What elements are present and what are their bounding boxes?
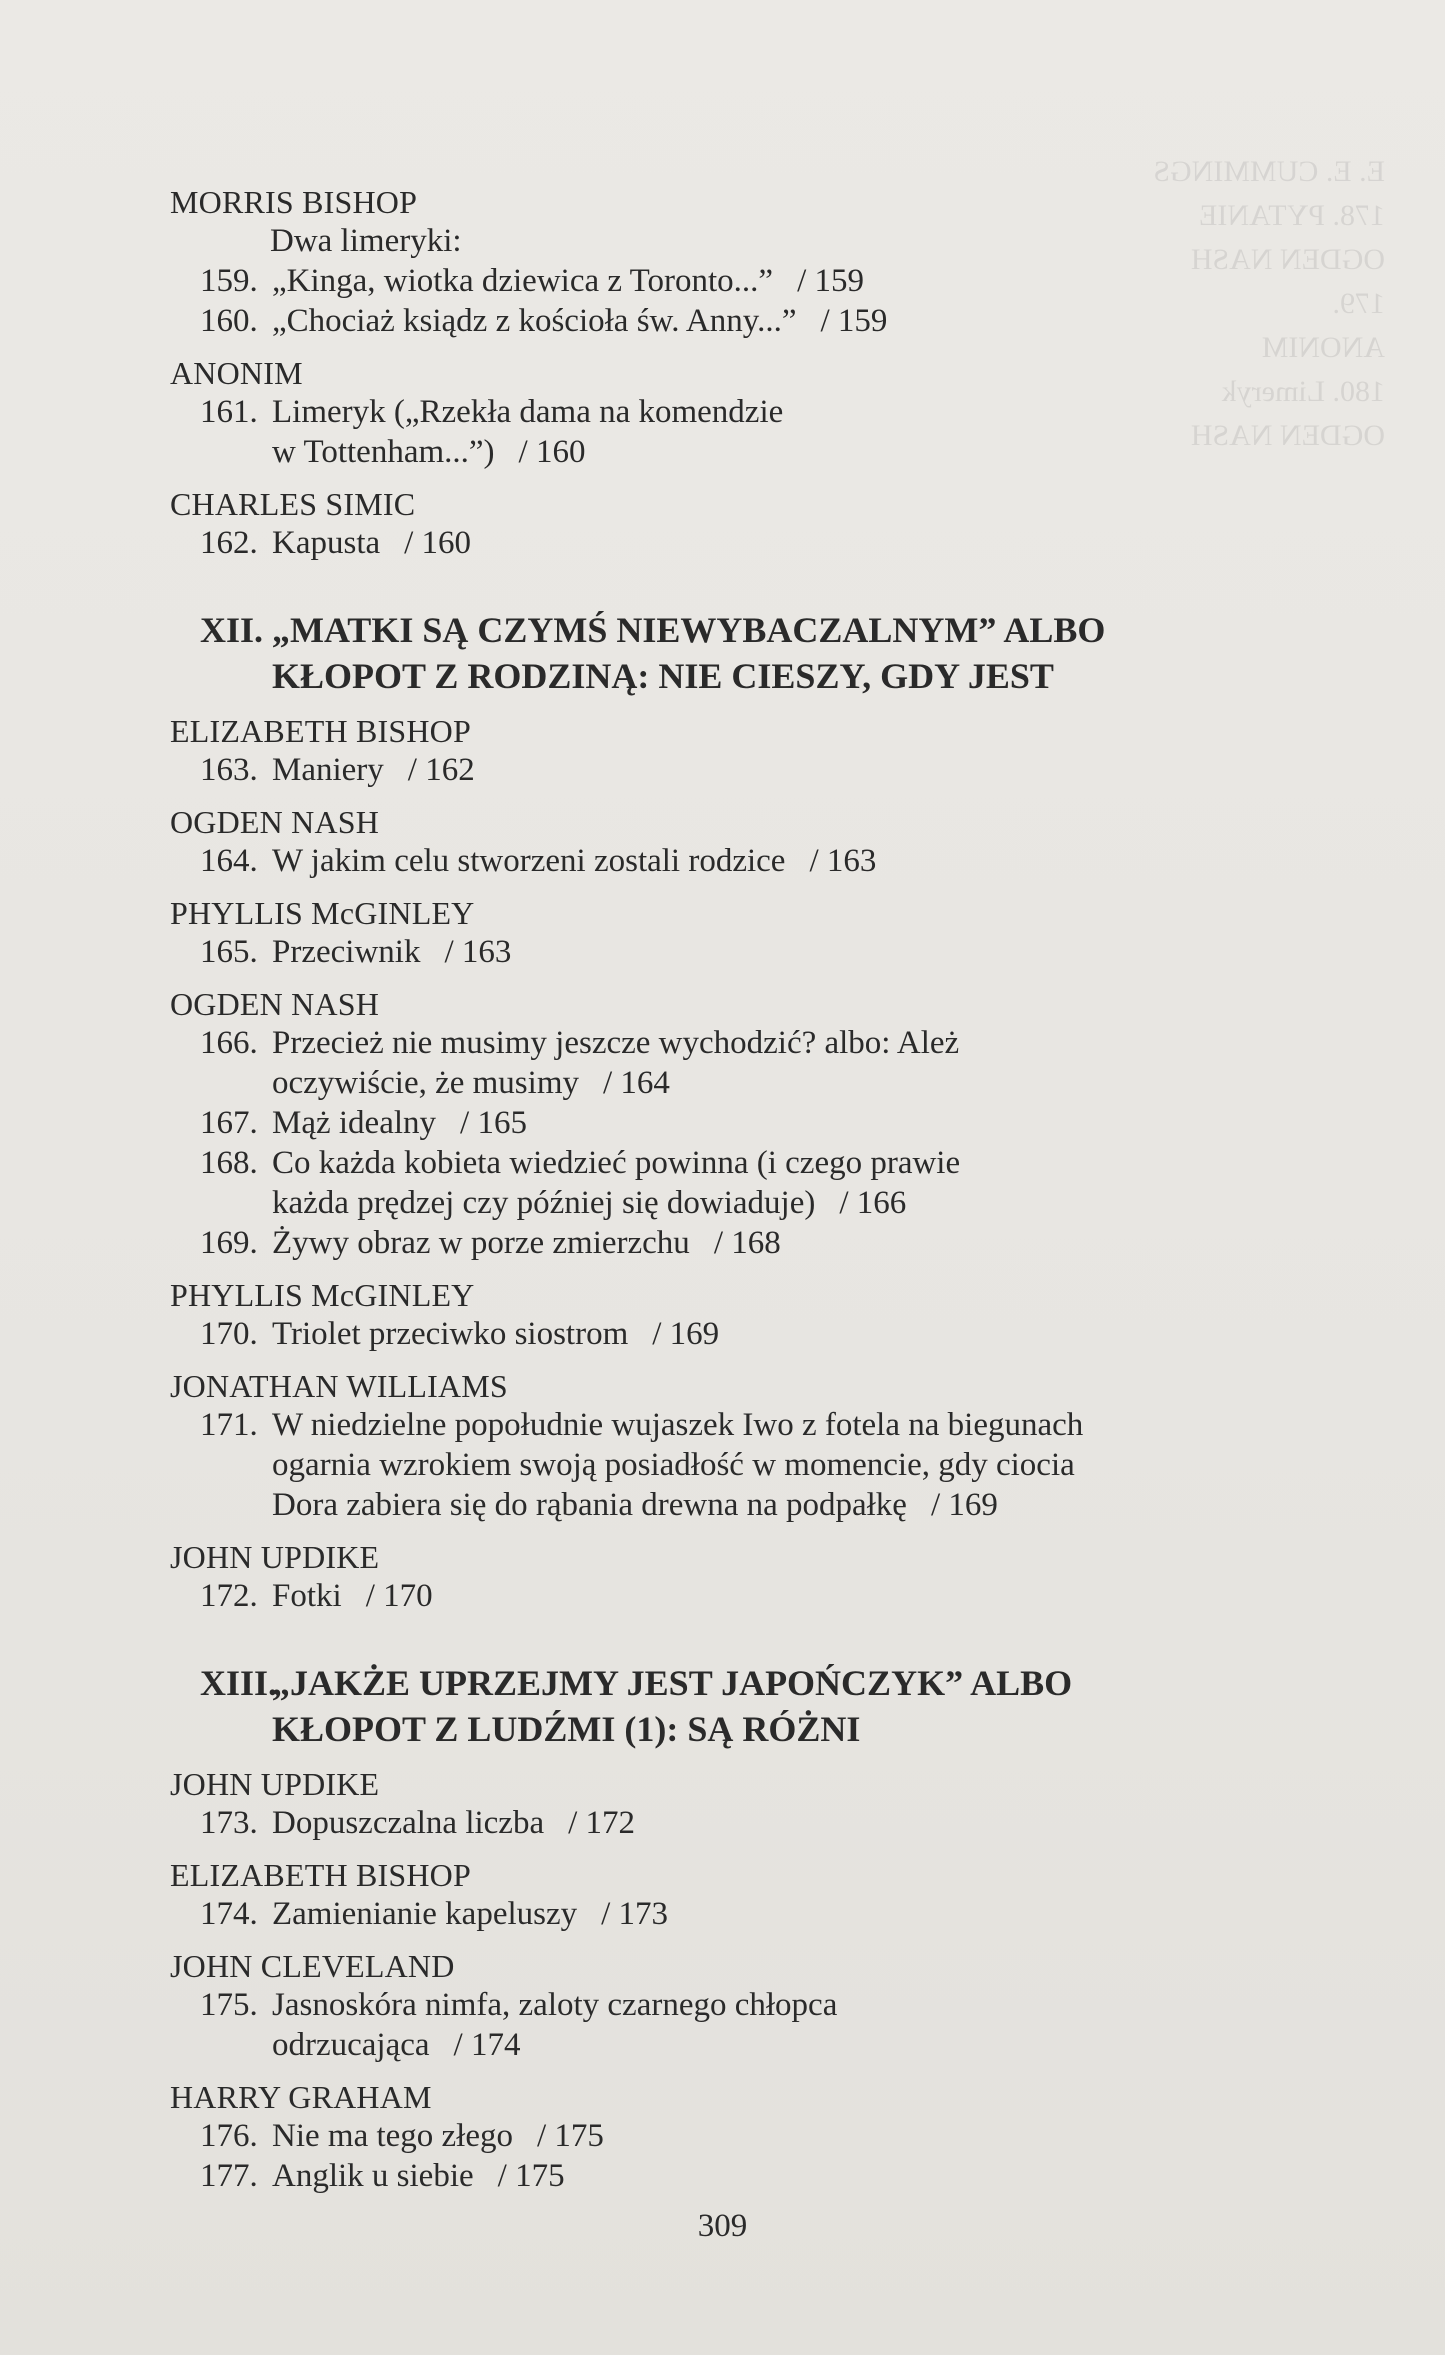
toc-entry: [170, 1576, 1220, 1616]
author-name: OGDEN NASH: [170, 986, 380, 1022]
entry-title-cont: ogarnia wzrokiem swoją posiadłość w momencie, gdy ciocia: [272, 1447, 1075, 1483]
entry-title: Jasnoskóra nimfa, zaloty czarnego chłopca: [272, 1987, 838, 2023]
section-number: XII.: [200, 610, 264, 650]
section-number: XIII.: [200, 1663, 278, 1703]
toc-entry: [170, 1314, 1220, 1354]
entry-title: Anglik u siebie: [272, 2158, 474, 2194]
entry-number: 163.: [200, 752, 258, 788]
entry-page: / 165: [460, 1105, 527, 1141]
entry-page: / 164: [603, 1065, 670, 1101]
entry-page: / 172: [568, 1805, 636, 1841]
author-name: ELIZABETH BISHOP: [170, 1857, 471, 1893]
toc-entry-continued: [170, 1485, 1220, 1525]
section-title-cont: KŁOPOT Z RODZINĄ: NIE CIESZY, GDY JEST: [272, 656, 1054, 696]
author-name: MORRIS BISHOP: [170, 184, 418, 220]
entry-number: 169.: [200, 1225, 258, 1261]
toc-entry: [170, 2116, 1220, 2156]
entry-number: 167.: [200, 1105, 258, 1141]
entry-title: Fotki: [272, 1578, 342, 1614]
entry-title-cont: Dora zabiera się do rąbania drewna na podpałkę: [272, 1487, 907, 1523]
entry-number: 164.: [200, 843, 258, 879]
entry-number: 161.: [200, 394, 258, 430]
entry-page: / 175: [537, 2118, 604, 2154]
toc-entry: [170, 1143, 1220, 1183]
entry-title: Przeciwnik: [272, 934, 421, 970]
entry-number: 171.: [200, 1407, 258, 1443]
toc-entry: [170, 523, 1220, 563]
author-name: CHARLES SIMIC: [170, 486, 416, 522]
entry-page: / 169: [652, 1316, 720, 1352]
entry-title: Co każda kobieta wiedzieć powinna (i czego prawie: [272, 1145, 961, 1181]
bleed-through-text: E. E. CUMMINGS 178. PYTANIE OGDEN NASH 179. ANONIM 180. Limeryk OGDEN NASH: [1153, 155, 1385, 452]
entry-page: / 160: [518, 434, 586, 470]
entry-page: / 163: [809, 843, 877, 879]
toc-entry: [170, 261, 1220, 301]
entry-page: / 173: [601, 1896, 669, 1932]
entry-number: 177.: [200, 2158, 258, 2194]
author-name: PHYLLIS McGINLEY: [170, 1277, 475, 1313]
toc-entry: [170, 2156, 1220, 2196]
author-name: OGDEN NASH: [170, 804, 380, 840]
entry-page: / 160: [404, 525, 472, 561]
author-name: JOHN CLEVELAND: [170, 1948, 455, 1984]
entry-title: „Kinga, wiotka dziewica z Toronto...”: [272, 263, 774, 299]
entry-number: 159.: [200, 263, 258, 299]
entry-number: 172.: [200, 1578, 258, 1614]
entry-title-cont: w Tottenham...”): [272, 434, 495, 470]
entry-title: Limeryk („Rzekła dama na komendzie: [272, 394, 784, 430]
entry-number: 174.: [200, 1896, 258, 1932]
toc-entry: [170, 1103, 1220, 1143]
entry-title: Nie ma tego złego: [272, 2118, 513, 2154]
entry-title: Przecież nie musimy jeszcze wychodzić? albo: Ależ: [272, 1025, 960, 1061]
toc-entry: [170, 932, 1220, 972]
entry-title: Kapusta: [272, 525, 381, 561]
author-name: JONATHAN WILLIAMS: [170, 1368, 508, 1404]
entry-title-cont: oczywiście, że musimy: [272, 1065, 579, 1101]
entry-page: / 163: [444, 934, 512, 970]
toc-entry: [170, 1985, 1220, 2025]
toc-entry: [170, 750, 1220, 790]
entry-number: 168.: [200, 1145, 258, 1181]
table-of-contents: [170, 170, 1220, 2196]
entry-page: / 166: [839, 1185, 907, 1221]
author-name: HARRY GRAHAM: [170, 2079, 432, 2115]
entry-page: / 168: [713, 1225, 781, 1261]
entry-page: / 159: [797, 263, 864, 299]
author-name: ELIZABETH BISHOP: [170, 713, 471, 749]
section-title-cont: KŁOPOT Z LUDŹMI (1): SĄ RÓŻNI: [272, 1709, 861, 1749]
author-name: JOHN UPDIKE: [170, 1766, 380, 1802]
entry-page: / 169: [930, 1487, 998, 1523]
entry-title: W niedzielne popołudnie wujaszek Iwo z fotela na biegunach: [272, 1407, 1084, 1443]
entry-title-cont: każda prędzej czy później się dowiaduje): [272, 1185, 816, 1221]
entry-title: W jakim celu stworzeni zostali rodzice: [272, 843, 786, 879]
entry-page: / 162: [407, 752, 475, 788]
entry-title: Mąż idealny: [272, 1105, 437, 1141]
entry-title: „Chociaż ksiądz z kościoła św. Anny...”: [272, 303, 797, 339]
entry-page: / 174: [453, 2027, 521, 2063]
entry-title-cont: odrzucająca: [272, 2027, 430, 2063]
section-heading: [170, 607, 1220, 699]
entry-title: Maniery: [272, 752, 384, 788]
toc-entry: [170, 841, 1220, 881]
entry-title: Triolet przeciwko siostrom: [272, 1316, 629, 1352]
toc-entry: [170, 301, 1220, 341]
toc-entry-continued: [170, 2025, 1220, 2065]
entry-title: Żywy obraz w porze zmierzchu: [272, 1225, 690, 1261]
entry-number: 173.: [200, 1805, 258, 1841]
author-name: PHYLLIS McGINLEY: [170, 895, 475, 931]
entry-title: Zamienianie kapeluszy: [272, 1896, 578, 1932]
entry-number: 166.: [200, 1025, 258, 1061]
entry-number: 175.: [200, 1987, 258, 2023]
entry-number: 165.: [200, 934, 258, 970]
entry-subtitle: Dwa limeryki:: [270, 223, 462, 259]
entry-title: Dopuszczalna liczba: [272, 1805, 545, 1841]
entry-page: / 159: [820, 303, 888, 339]
section-title: „JAKŻE UPRZEJMY JEST JAPOŃCZYK” ALBO: [272, 1663, 1073, 1703]
toc-entry: [170, 1803, 1220, 1843]
entry-number: 176.: [200, 2118, 258, 2154]
toc-entry-continued: [170, 1063, 1220, 1103]
toc-entry-continued: [170, 1183, 1220, 1223]
entry-page: / 170: [365, 1578, 433, 1614]
toc-entry-continued: [170, 432, 1220, 472]
toc-entry: [170, 392, 1220, 432]
section-title: „MATKI SĄ CZYMŚ NIEWYBACZALNYM” ALBO: [272, 610, 1106, 650]
entry-number: 162.: [200, 525, 258, 561]
toc-entry: [170, 1405, 1220, 1445]
toc-entry-continued: [170, 1445, 1220, 1485]
entry-number: 160.: [200, 303, 258, 339]
page-number: 309: [697, 2208, 748, 2244]
toc-entry: [170, 1894, 1220, 1934]
entry-page: / 175: [497, 2158, 565, 2194]
author-name: JOHN UPDIKE: [170, 1539, 380, 1575]
section-heading: [170, 1660, 1220, 1752]
toc-entry: [170, 1023, 1220, 1063]
entry-number: 170.: [200, 1316, 258, 1352]
toc-entry: [170, 1223, 1220, 1263]
author-name: ANONIM: [170, 355, 303, 391]
